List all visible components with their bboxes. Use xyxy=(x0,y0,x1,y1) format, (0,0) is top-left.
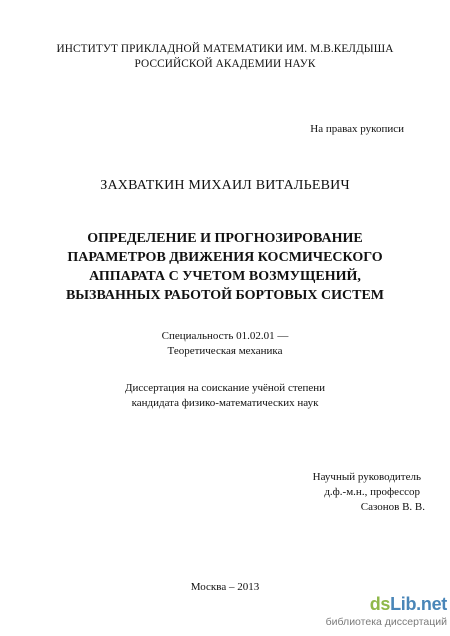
watermark-subtitle: библиотека диссертаций xyxy=(325,616,447,628)
rights-note: На правах рукописи xyxy=(310,123,404,135)
title-line: ВЫЗВАННЫХ РАБОТОЙ БОРТОВЫХ СИСТЕМ xyxy=(65,288,385,303)
specialty xyxy=(0,329,450,359)
scientific-advisor xyxy=(225,470,425,515)
advisor-role: Научный руководитель xyxy=(312,471,421,483)
city-year: Москва – 2013 xyxy=(190,581,260,593)
title-line: ПАРАМЕТРОВ ДВИЖЕНИЯ КОСМИЧЕСКОГО xyxy=(67,250,383,265)
advisor-name: Сазонов В. В. xyxy=(360,501,425,513)
logo-part-lib: Lib.net xyxy=(390,594,447,614)
title-line: ОПРЕДЕЛЕНИЕ И ПРОГНОЗИРОВАНИЕ xyxy=(87,231,363,246)
dslib-logo xyxy=(370,594,447,614)
institute-line-2: РОССИЙСКОЙ АКАДЕМИИ НАУК xyxy=(134,58,316,70)
title-line: АППАРАТА С УЧЕТОМ ВОЗМУЩЕНИЙ, xyxy=(89,269,361,284)
dissertation-title xyxy=(0,229,450,305)
specialty-code: Специальность 01.02.01 — xyxy=(161,330,289,342)
degree-line-2: кандидата физико-математических наук xyxy=(131,397,319,409)
degree-statement xyxy=(0,381,450,411)
logo-part-ds: ds xyxy=(369,594,391,614)
degree-line-1: Диссертация на соискание учёной степени xyxy=(124,382,326,394)
institute-header xyxy=(0,42,450,72)
advisor-degree: д.ф.-м.н., профессор xyxy=(324,486,420,498)
dslib-watermark xyxy=(327,594,447,632)
specialty-name: Теоретическая механика xyxy=(167,345,283,357)
institute-line-1: ИНСТИТУТ ПРИКЛАДНОЙ МАТЕМАТИКИ ИМ. М.В.КЕЛДЫША xyxy=(56,43,394,55)
author-name: ЗАХВАТКИН МИХАИЛ ВИТАЛЬЕВИЧ xyxy=(100,178,350,193)
